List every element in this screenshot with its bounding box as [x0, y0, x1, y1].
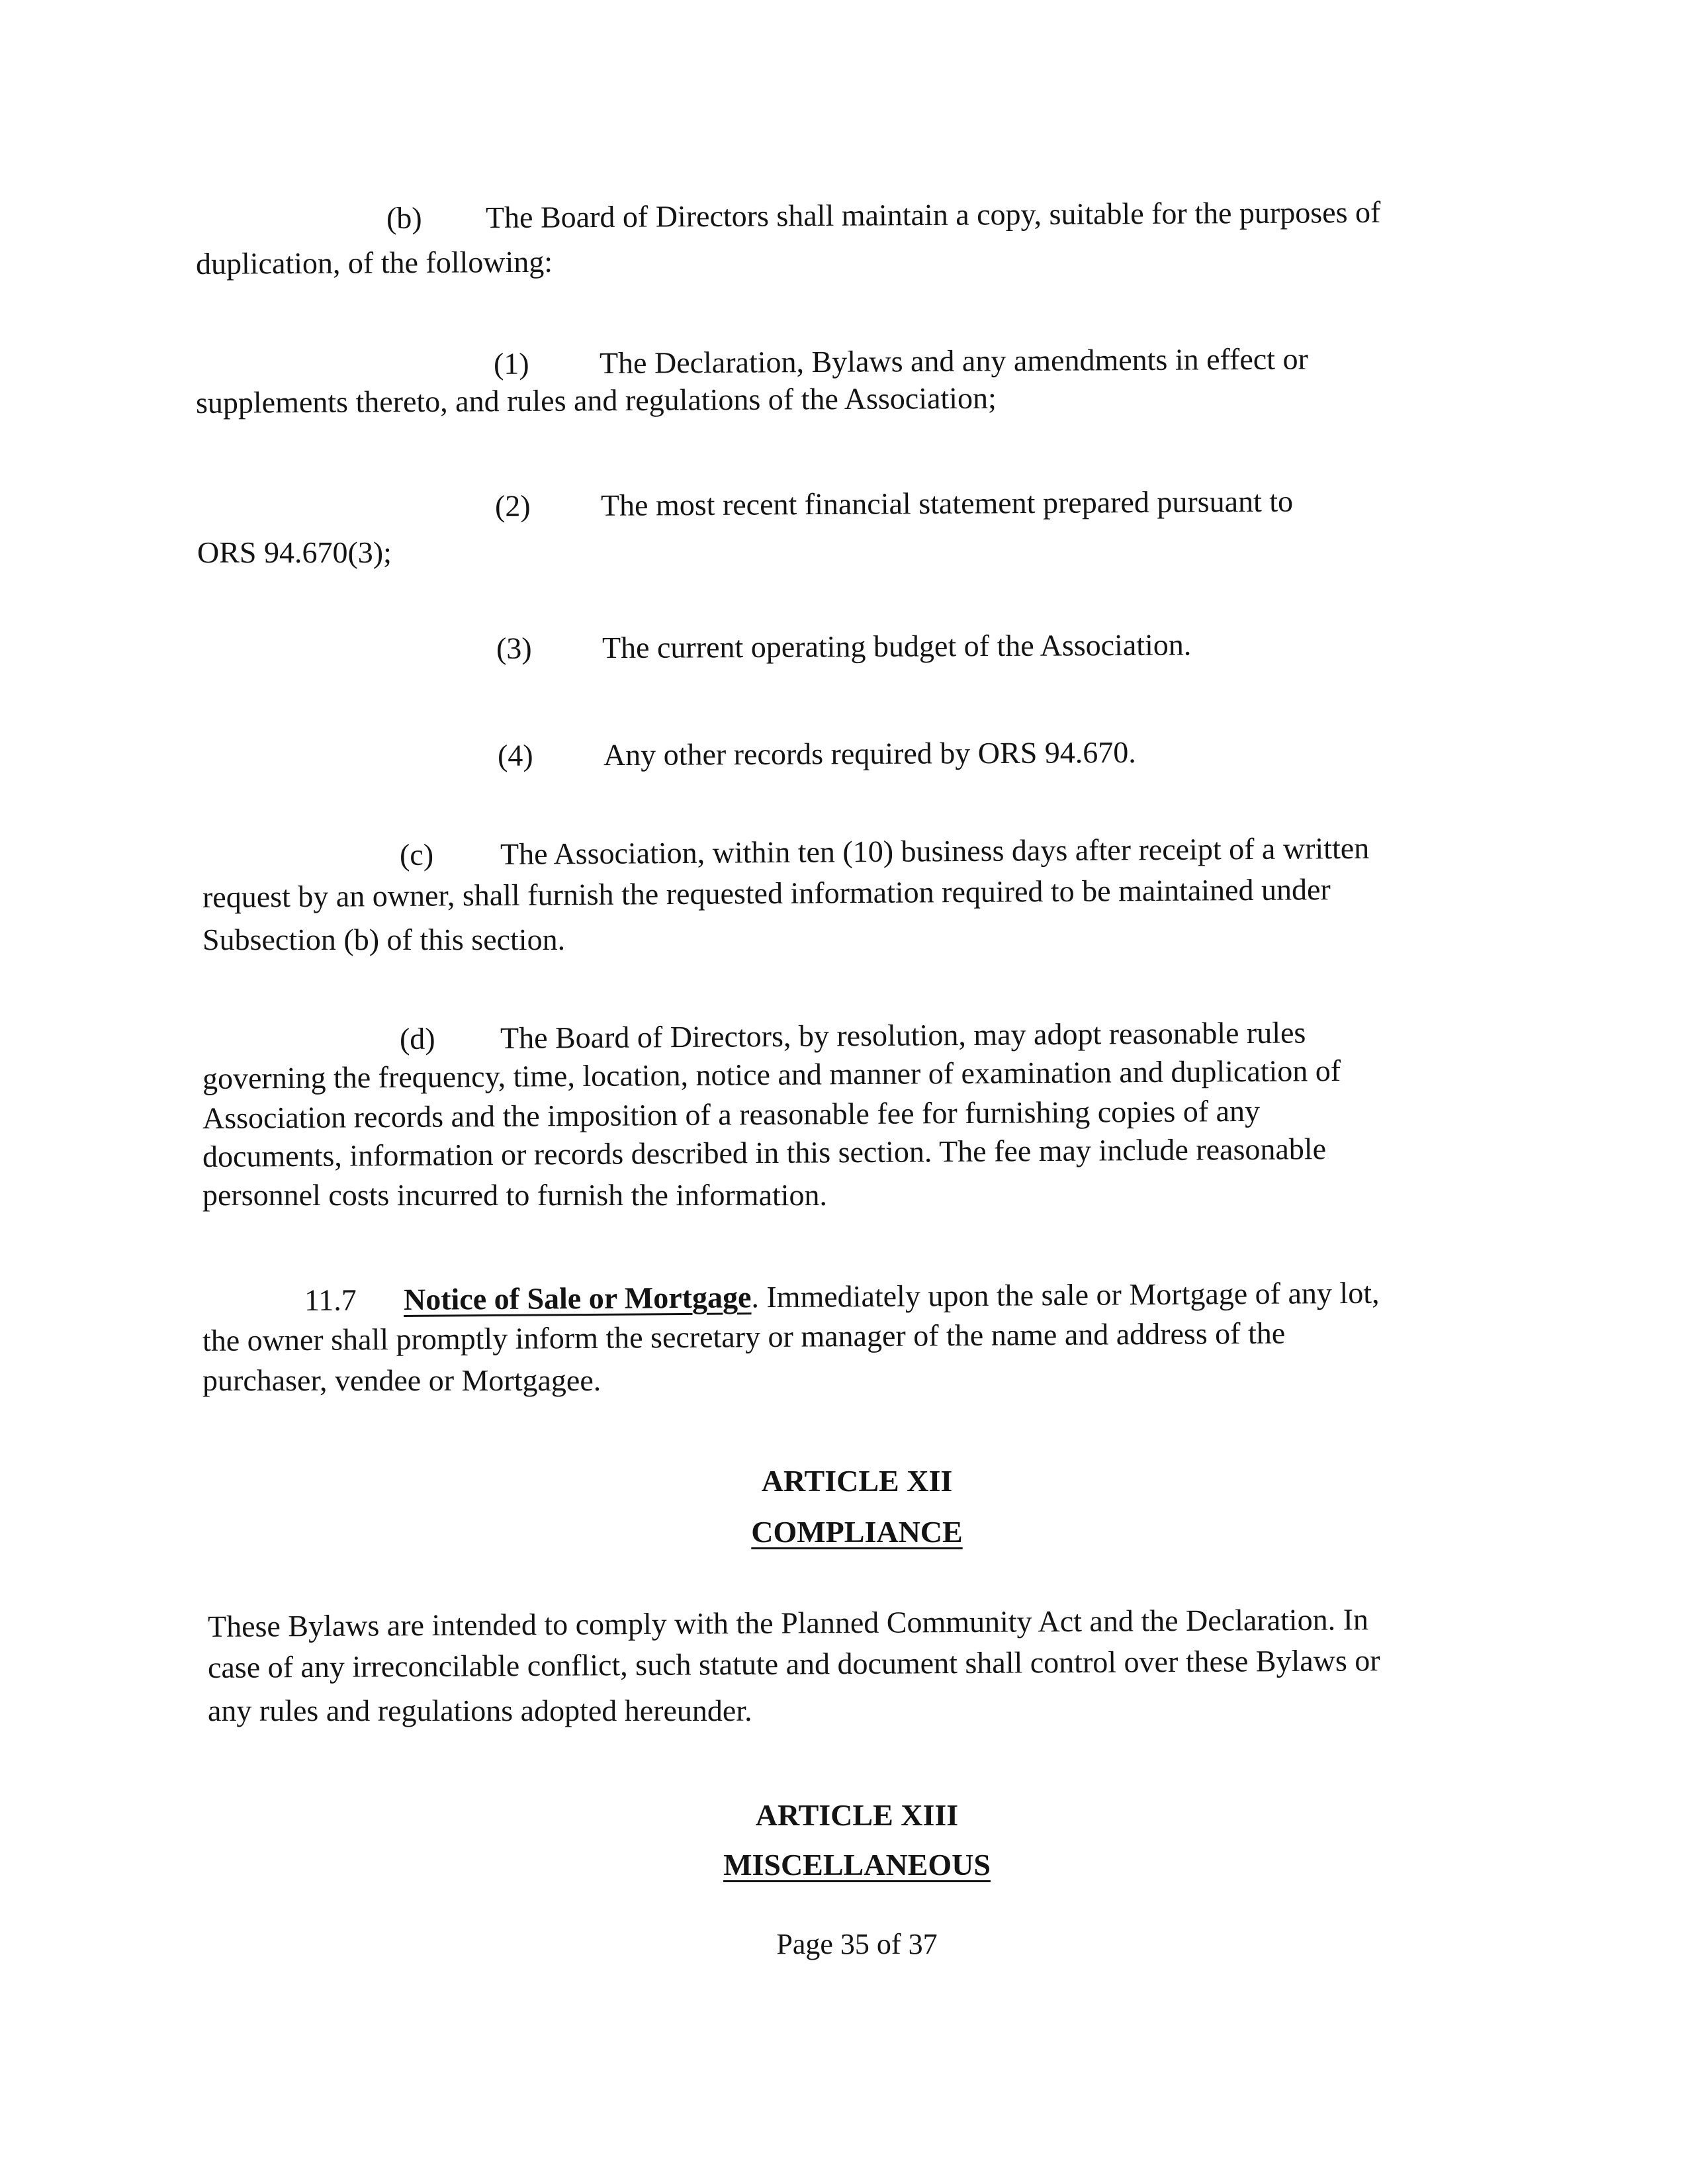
section-11-7-line-3: purchaser, vendee or Mortgagee.: [202, 1363, 602, 1397]
para-c-line-2: request by an owner, shall furnish the requested information required to be maintained under: [202, 872, 1331, 914]
section-title: Notice of Sale or Mortgage: [403, 1280, 752, 1316]
para-d-line-4: documents, information or records described in this section. The fee may include reasonable: [202, 1132, 1327, 1173]
item-3-line: (3) The current operating budget of the Association.: [496, 625, 1192, 668]
item-4-line: (4) Any other records required by ORS 94.670.: [498, 733, 1136, 776]
page-number: Page 35 of 37: [776, 1928, 938, 1960]
para-b-line-2: duplication, of the following:: [195, 244, 553, 281]
item-2-line-1: (2) The most recent financial statement prepared pursuant to: [495, 482, 1293, 526]
section-11-7-line-2: the owner shall promptly inform the secretary or manager of the name and address of the: [202, 1316, 1286, 1357]
para-b-label: (b): [386, 201, 422, 235]
article-13-number: ARTICLE XIII: [755, 1798, 959, 1832]
item-3-label: (3): [496, 631, 532, 665]
article-12-body-line-3: any rules and regulations adopted hereunder.: [208, 1694, 752, 1727]
para-d-line-1: (d) The Board of Directors, by resolution, may adopt reasonable rules: [400, 1013, 1306, 1059]
para-c-line-1: (c) The Association, within ten (10) business days after receipt of a written: [400, 829, 1370, 875]
section-11-7-line-1: 11.7 Notice of Sale or Mortgage. Immediately upon the sale or Mortgage of any lot,: [304, 1273, 1380, 1320]
item-4-label: (4): [497, 738, 533, 772]
article-12-body-line-1: These Bylaws are intended to comply with the Planned Community Act and the Declaration. In: [207, 1602, 1369, 1643]
para-d-line-3: Association records and the imposition of a reasonable fee for furnishing copies of any: [202, 1093, 1261, 1135]
article-12-body-line-2: case of any irreconcilable conflict, such statute and document shall control over these Bylaws or: [207, 1643, 1380, 1684]
item-1-line-1: (1) The Declaration, Bylaws and any amendments in effect or: [494, 339, 1308, 384]
article-13-title: MISCELLANEOUS: [723, 1848, 991, 1882]
item-1-line-2: supplements thereto, and rules and regulations of the Association;: [195, 381, 997, 420]
para-c-label: (c): [399, 837, 434, 872]
item-2-line-2: ORS 94.670(3);: [197, 535, 392, 569]
item-2-label: (2): [494, 488, 531, 523]
para-b-line-1: [386, 193, 1381, 238]
para-c-line-3: Subsection (b) of this section.: [202, 923, 566, 956]
para-d-line-5: personnel costs incurred to furnish the information.: [202, 1178, 828, 1212]
article-12-title: COMPLIANCE: [751, 1515, 963, 1549]
para-b-text-1: The Board of Directors shall maintain a copy, suitable for the purposes of: [485, 195, 1381, 235]
item-1-label: (1): [493, 346, 529, 381]
section-number: 11.7: [304, 1283, 357, 1317]
article-12-number: ARTICLE XII: [761, 1464, 953, 1498]
para-d-label: (d): [399, 1021, 435, 1056]
para-d-line-2: governing the frequency, time, location, notice and manner of examination and duplication of: [202, 1053, 1341, 1095]
